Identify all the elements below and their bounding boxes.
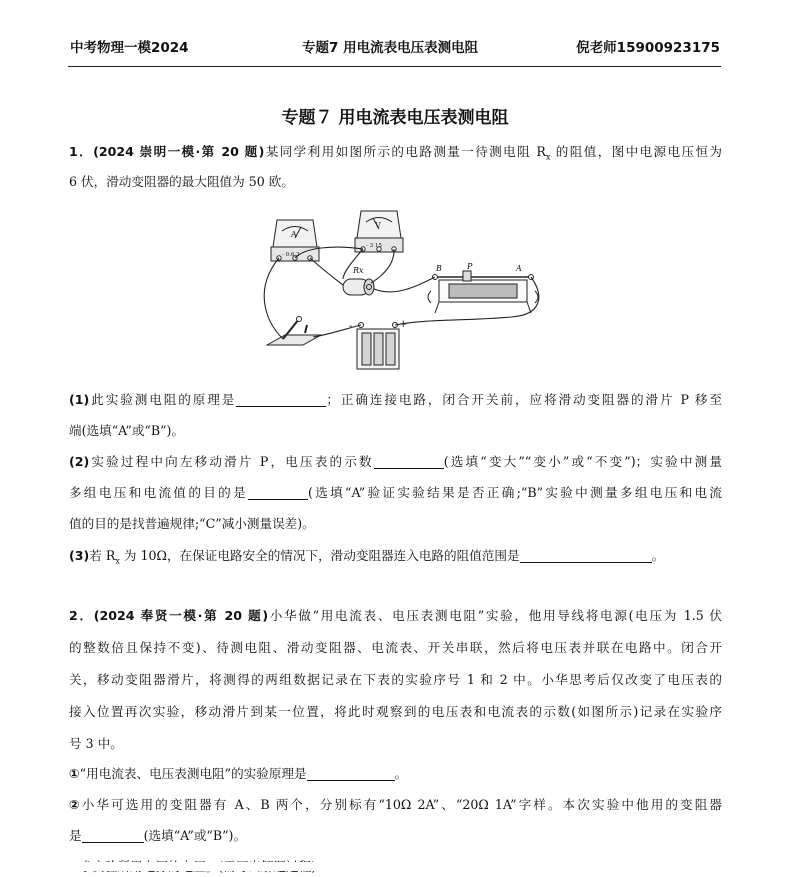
q2-stem-line3: 关，移动变阻器滑片，将测得的两组数据记录在下表的实验序号 1 和 2 中。小华思考后仅改变了电压表的 — [69, 672, 722, 687]
q2-stem-line4: 接入位置再次实验，移动滑片到某一位置，将此时观察到的电压表和电流表的示数(如图所示)记录在实验序 — [69, 704, 722, 719]
fig-voltmeter-terminals: - 3 15 — [366, 243, 382, 249]
fig-p-label: P — [467, 262, 473, 271]
q2-stem-line2: 的整数倍且保持不变)、待测电阻、滑动变阻器、电流表、开关串联，然后将电压表并联在电路中。闭合开 — [69, 640, 722, 655]
circuit-figure — [255, 207, 545, 377]
q1-part2-line1: (2)实验过程中向左移动滑片 P，电压表的示数 (选填“变大”“变小”或“不变”)；实验中测量 — [69, 454, 722, 469]
fig-b-label: B — [436, 264, 442, 273]
resistor-rx-icon — [343, 279, 374, 295]
q1-part2-line2: 多组电压和电流值的目的是 (选填“A”验证实验结果是否正确;“B”实验中测量多组电压和电流 — [69, 485, 722, 500]
answer-blank[interactable] — [236, 392, 326, 407]
page-header — [70, 36, 720, 56]
header-center: 专题7 用电流表电压表测电阻 — [302, 40, 479, 56]
fig-minus-label: - — [349, 321, 353, 332]
fig-voltmeter-label: V — [375, 221, 381, 230]
q2-sub1: ①“用电流表、电压表测电阻”的实验原理是 。 — [69, 766, 408, 781]
header-left: 中考物理一模2024 — [70, 40, 189, 56]
switch-icon — [267, 317, 321, 346]
q1-part1-line1: (1)此实验测电阻的原理是 ；正确连接电路，闭合开关前，应将滑动变阻器的滑片 P 移至 — [69, 392, 722, 407]
q2-stem-line5: 号 3 中。 — [69, 736, 123, 751]
q2-sub2-line1: ②小华可选用的变阻器有 A、B 两个，分别标有“10Ω 2A”、“20Ω 1A”字样。本次实验中他用的变阻器 — [69, 797, 722, 812]
answer-blank[interactable] — [307, 766, 395, 781]
fig-plus-label: + — [399, 319, 408, 330]
q1-part1-line2: 端(选填“A”或“B”)。 — [69, 423, 185, 438]
rheostat-icon — [428, 271, 538, 313]
header-rule — [68, 66, 721, 67]
answer-blank[interactable] — [374, 454, 444, 469]
q1-part2-line3: 值的目的是找普遍规律;“C”减小测量误差)。 — [69, 516, 315, 531]
fig-rx-label: Rx — [353, 266, 364, 275]
q2-stem-line1: 2．(2024 奉贤一模·第 20 题)小华做“用电流表、电压表测电阻”实验，他用导线将电源(电压为 1.5 伏 — [69, 608, 722, 623]
battery-icon — [357, 323, 399, 370]
fig-a-label: A — [516, 264, 522, 273]
page-title: 专题７ 用电流表电压表测电阻 — [281, 108, 509, 128]
q1-source: (2024 崇明一模·第 20 题) — [93, 144, 265, 159]
answer-blank[interactable] — [520, 548, 652, 563]
fig-ammeter-label: A — [291, 230, 297, 239]
q2-sub2-line2: 是 (选填“A”或“B”)。 — [69, 828, 247, 843]
q1-number: 1． — [69, 144, 94, 159]
q2-number: 2． — [69, 608, 94, 623]
q1-part3-line1: (3)若 $R_x$ 为 10Ω，在保证电路安全的情况下，滑动变阻器连入电路的阻值范围是 。 — [69, 548, 665, 566]
answer-blank[interactable] — [248, 485, 308, 500]
q1-stem-line2: 6 伏，滑动变阻器的最大阻值为 50 欧。 — [69, 174, 294, 189]
header-right: 倪老师15900923175 — [576, 40, 720, 56]
q1-stem-line1: 1．(2024 崇明一模·第 20 题)某同学利用如图所示的电路测量一待测电阻 $R_x$ 的阻值，图中电源电压恒为 — [69, 144, 722, 162]
fig-ammeter-terminals: - 0.6 3 — [282, 252, 300, 258]
q2-source: (2024 奉贤一模·第 20 题) — [93, 608, 269, 623]
answer-blank[interactable] — [82, 828, 144, 843]
page-cut-edge — [0, 862, 790, 871]
